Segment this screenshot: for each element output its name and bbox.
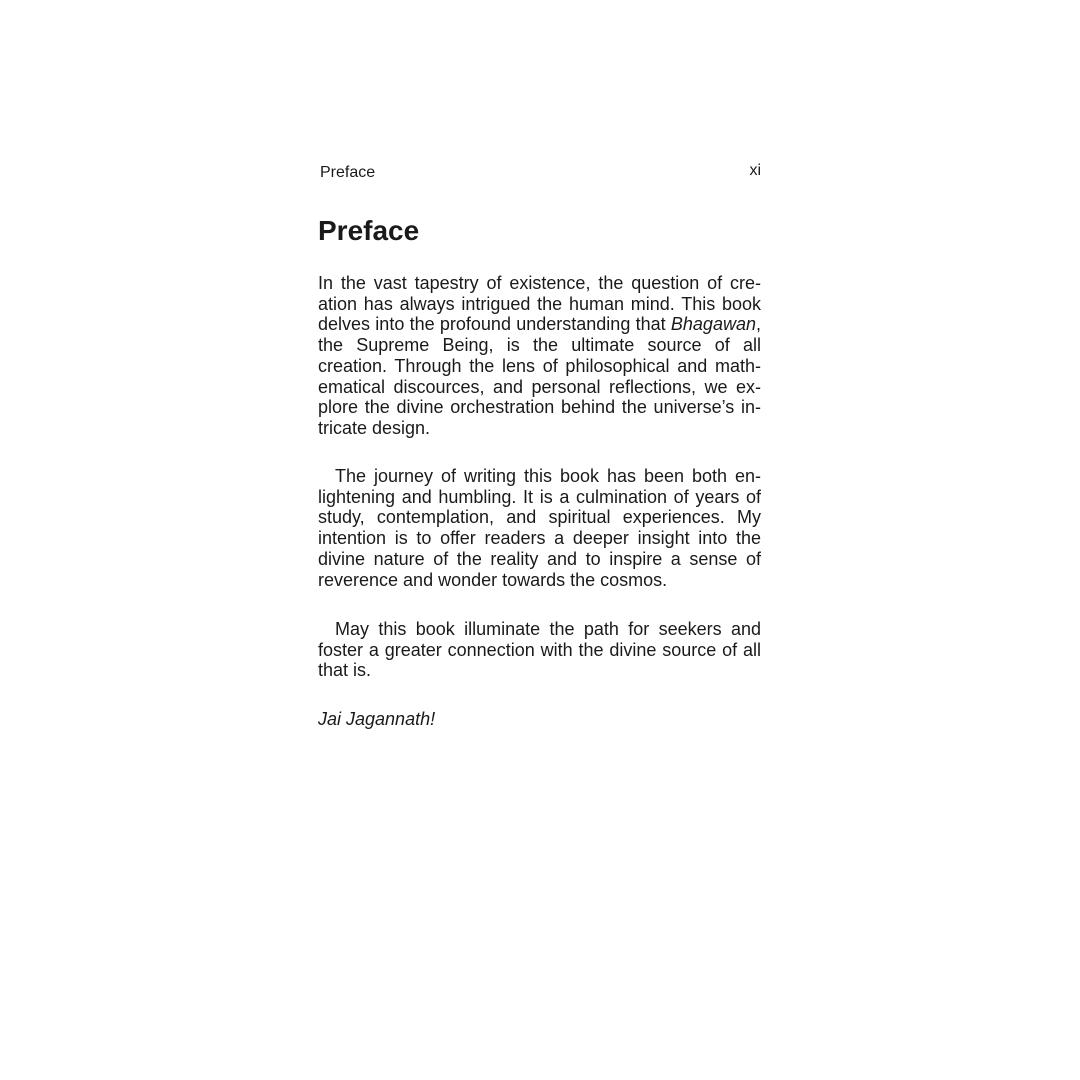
paragraph-3: May this book illuminate the path for seekers and foster a greater connection with the divine source of all that is. <box>318 619 761 681</box>
book-page <box>318 0 761 1080</box>
running-header-title: Preface <box>320 164 376 181</box>
running-header <box>320 164 761 184</box>
closing-salutation: Jai Jagannath! <box>318 709 436 729</box>
paragraph-1-emphasis: Bhagawan <box>670 314 756 335</box>
paragraph-2: The journey of writing this book has been both enlightening and humbling. It is a culmination of years of study, contemplation, and spiritual experiences. My intention is to offer readers a deeper insight into the divine nature of the reality and to inspire a sense of reverence and wonder towards the cosmos. <box>318 466 761 590</box>
page-number: xi <box>749 162 761 179</box>
paragraph-1-text-a: In the vast tapestry of existence, the question of creation has always intrigued the human mind. This book delves into the profound understanding that <box>318 273 761 335</box>
paragraph-1 <box>318 273 761 439</box>
paragraph-1-text-b: , the Supreme Being, is the ultimate source of all creation. Through the lens of philosophical and mathematical discources, and personal reflections, we explore the divine orchestration behind the universe’s intricate design. <box>318 314 761 438</box>
chapter-title: Preface <box>318 215 420 246</box>
